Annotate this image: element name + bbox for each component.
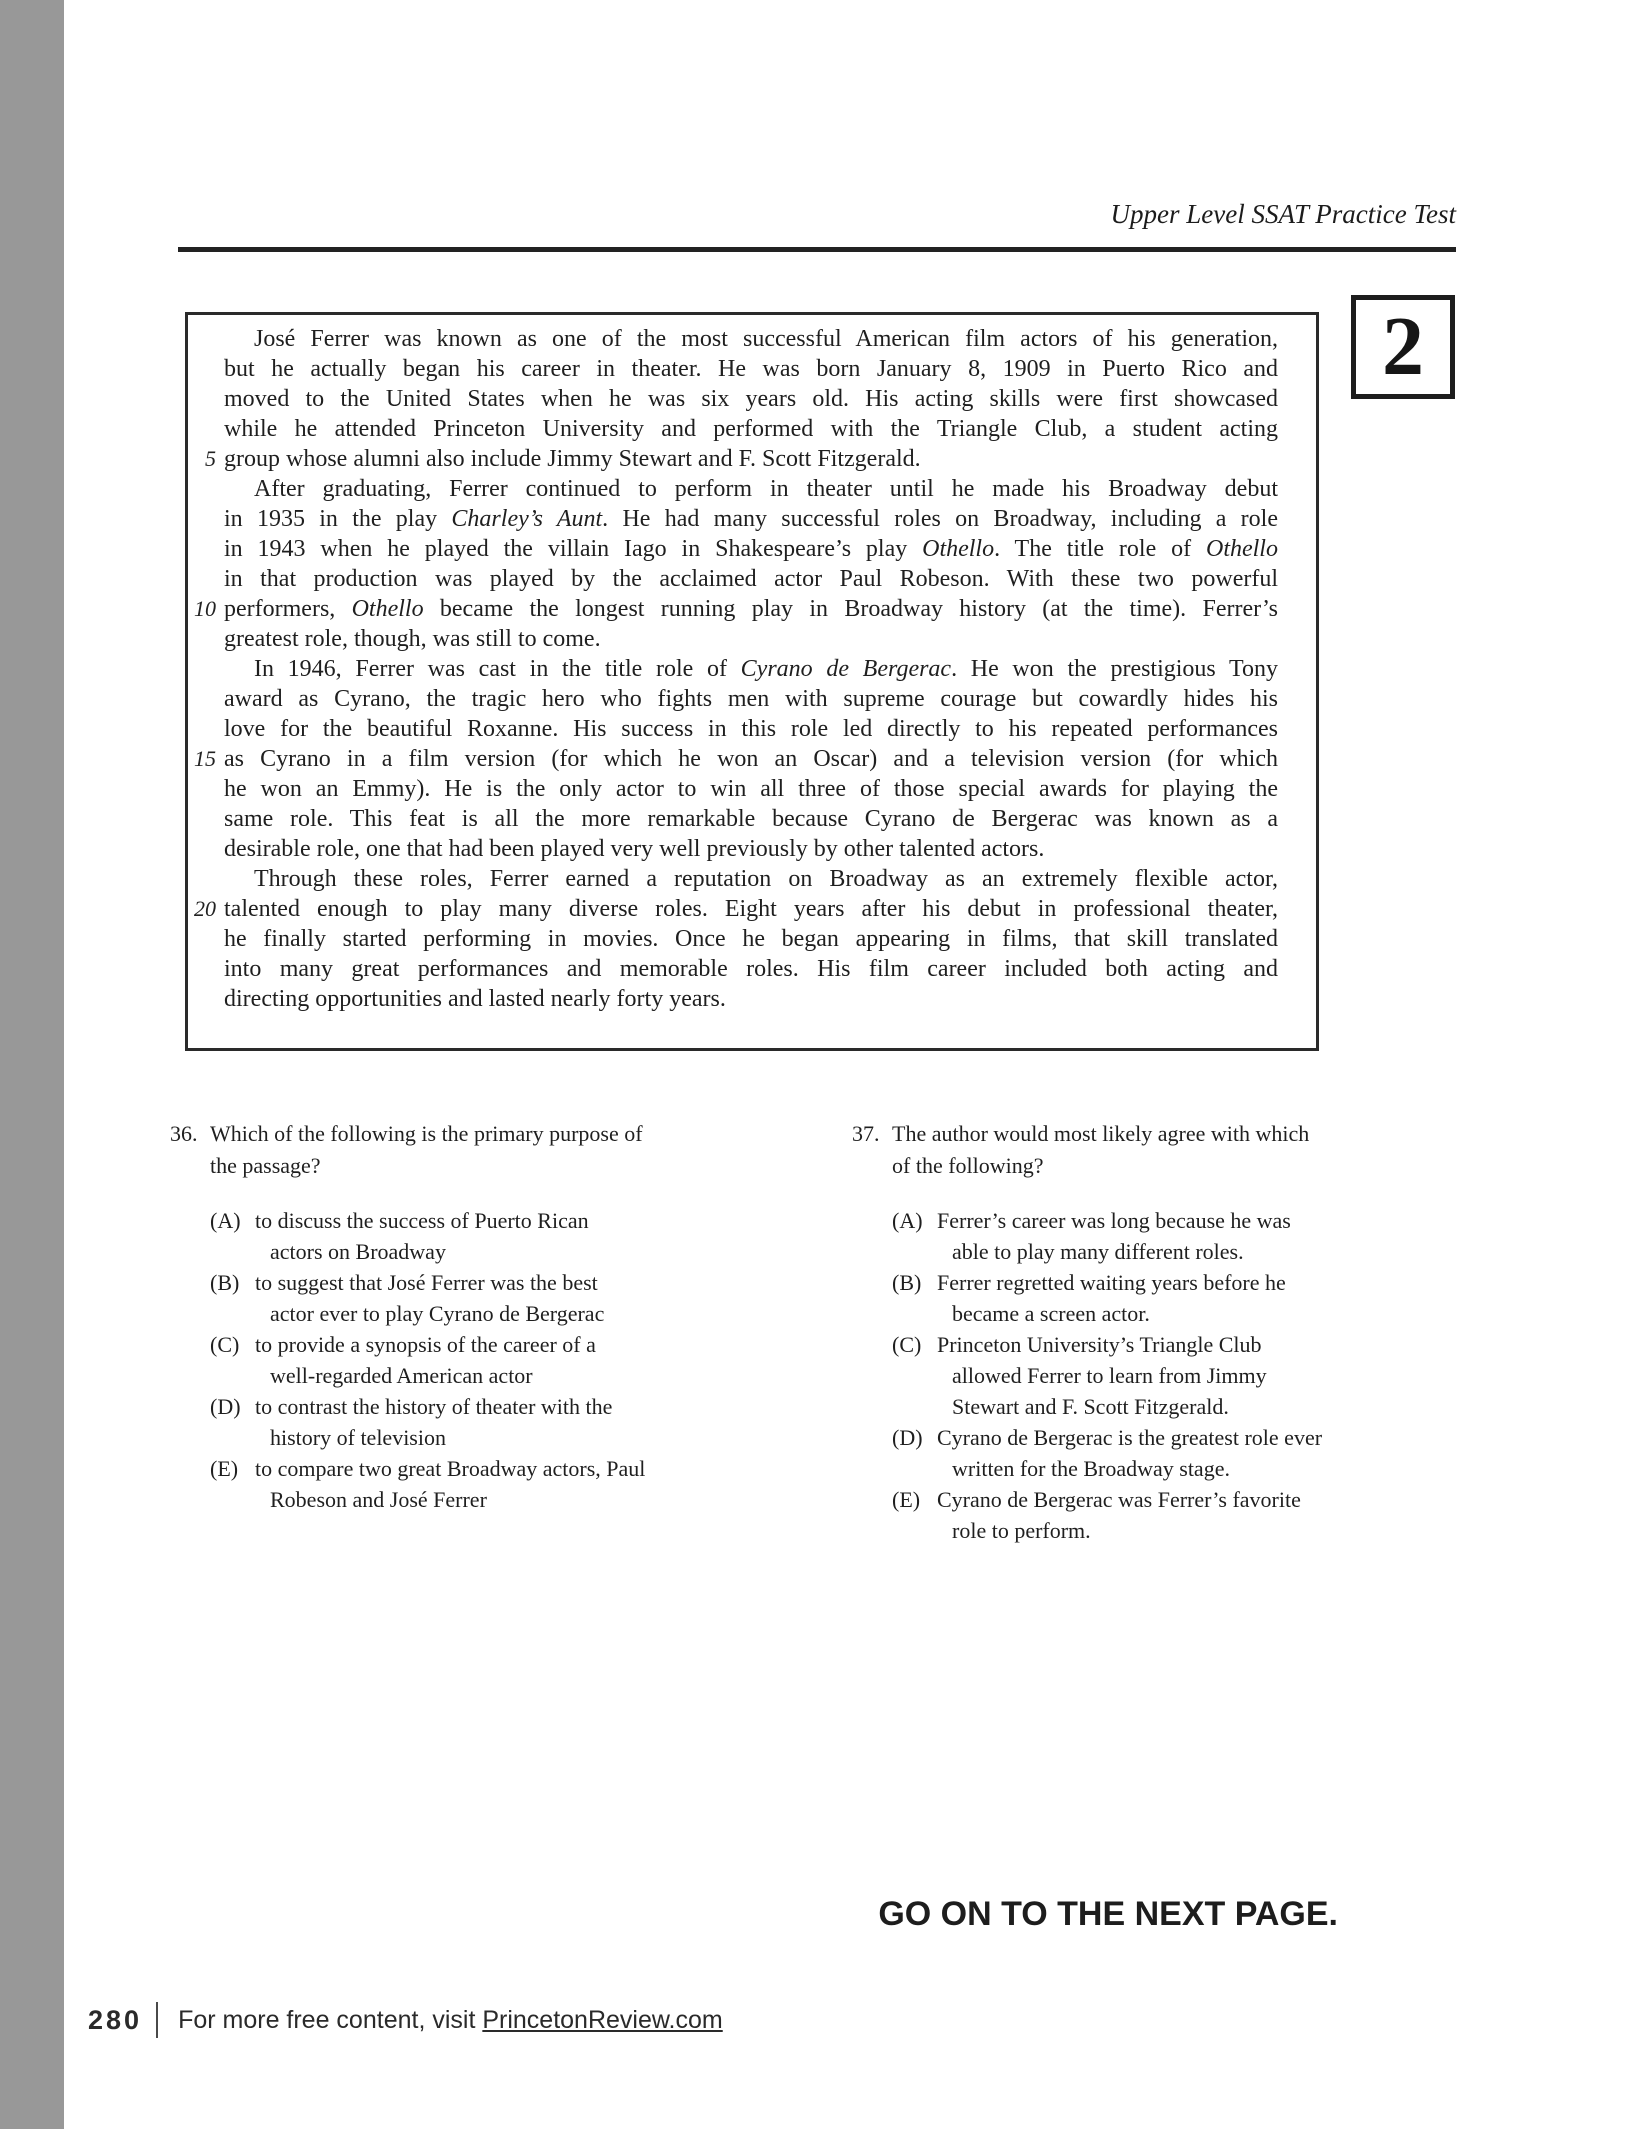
passage-line-text: as Cyrano in a film version (for which he won an Oscar) and a television version (for which	[224, 746, 1278, 772]
passage-line-number	[188, 834, 216, 864]
passage-line-text: In 1946, Ferrer was cast in the title role of Cyrano de Bergerac. He won the prestigious Tony	[254, 656, 1279, 682]
passage-line	[188, 864, 1316, 894]
passage-line-number	[188, 384, 216, 414]
passage-line	[188, 954, 1316, 984]
option-letter: (B)	[210, 1270, 240, 1295]
passage-line-text: award as Cyrano, the tragic hero who fights men with supreme courage but cowardly hides his	[224, 686, 1278, 712]
passage-line	[188, 474, 1316, 504]
section-number: 2	[1382, 300, 1424, 393]
option-letter: (E)	[892, 1487, 921, 1512]
passage-line-text: Through these roles, Ferrer earned a reputation on Broadway as an extremely flexible actor,	[254, 866, 1278, 892]
passage-line	[188, 834, 1316, 864]
page-number: 280	[88, 2004, 143, 2035]
passage-line	[188, 804, 1316, 834]
passage-line	[188, 744, 1316, 774]
option-letter: (C)	[892, 1332, 922, 1357]
question-37	[852, 1118, 1472, 1546]
passage-line-number	[188, 984, 216, 1014]
passage-line	[188, 924, 1316, 954]
passage-line-number: 20	[194, 896, 216, 921]
questions	[0, 1118, 1640, 1618]
passage-line	[188, 774, 1316, 804]
passage-line-text: group whose alumni also include Jimmy Stewart and F. Scott Fitzgerald.	[224, 446, 921, 472]
passage-line-text: love for the beautiful Roxanne. His success in this role led directly to his repeated performances	[224, 716, 1278, 742]
question-36	[170, 1118, 790, 1515]
option-row	[210, 1329, 790, 1391]
question-text: Which of the following is the primary purpose of the passage?	[210, 1121, 643, 1178]
header-rule	[178, 247, 1456, 252]
passage-line	[188, 714, 1316, 744]
question-head	[852, 1118, 1472, 1182]
passage-line-number	[188, 354, 216, 384]
passage-line-text: directing opportunities and lasted nearly forty years.	[224, 986, 726, 1012]
passage-line	[188, 444, 1316, 474]
option-text: Cyrano de Bergerac is the greatest role ever written for the Broadway stage.	[937, 1425, 1323, 1481]
passage-line-text: José Ferrer was known as one of the most successful American film actors of his generation,	[254, 326, 1278, 352]
passage-line-number: 10	[194, 596, 216, 621]
option-letter: (B)	[892, 1270, 922, 1295]
page-footer	[88, 2002, 723, 2038]
passage-line	[188, 624, 1316, 654]
option-row	[210, 1205, 790, 1267]
passage-line-number	[188, 474, 216, 504]
passage-line-text: talented enough to play many diverse roles. Eight years after his debut in professional theater,	[224, 896, 1278, 922]
option-row	[210, 1391, 790, 1453]
option-letter: (D)	[892, 1425, 923, 1450]
passage-line-text: while he attended Princeton University and performed with the Triangle Club, a student acting	[224, 416, 1278, 442]
passage-line	[188, 594, 1316, 624]
option-row	[892, 1267, 1472, 1329]
passage-line	[188, 384, 1316, 414]
footer-divider	[156, 2002, 158, 2038]
question-number: 36.	[170, 1121, 198, 1146]
header-title: Upper Level SSAT Practice Test	[1110, 199, 1456, 229]
options-list	[210, 1205, 790, 1515]
passage-line	[188, 894, 1316, 924]
option-text: to compare two great Broadway actors, Paul Robeson and José Ferrer	[255, 1456, 646, 1512]
option-letter: (C)	[210, 1332, 240, 1357]
passage-line-text: but he actually began his career in theater. He was born January 8, 1909 in Puerto Rico and	[224, 356, 1278, 382]
passage-line	[188, 324, 1316, 354]
passage-line-number	[188, 804, 216, 834]
option-row	[892, 1205, 1472, 1267]
passage-line-number	[188, 684, 216, 714]
footer-link[interactable]: PrincetonReview.com	[482, 2005, 723, 2034]
left-margin-bar	[0, 0, 64, 2129]
option-text: to suggest that José Ferrer was the best actor ever to play Cyrano de Bergerac	[255, 1270, 605, 1326]
passage-line-text: After graduating, Ferrer continued to perform in theater until he made his Broadway debut	[254, 476, 1278, 502]
option-row	[892, 1329, 1472, 1422]
passage-line-number	[188, 324, 216, 354]
passage-line-text: performers, Othello became the longest running play in Broadway history (at the time). Ferrer’s	[224, 596, 1279, 622]
passage-line-number	[188, 714, 216, 744]
passage-line-text: in 1943 when he played the villain Iago in Shakespeare’s play Othello. The title role of Othello	[224, 536, 1278, 562]
option-text: Ferrer’s career was long because he was able to play many different roles.	[937, 1208, 1291, 1264]
passage-line	[188, 504, 1316, 534]
passage-line	[188, 564, 1316, 594]
passage-line	[188, 414, 1316, 444]
passage-line-text: he finally started performing in movies. Once he began appearing in films, that skill translated	[224, 926, 1278, 952]
passage-line-text: desirable role, one that had been played very well previously by other talented actors.	[224, 836, 1045, 862]
passage-line-text: he won an Emmy). He is the only actor to win all three of those special awards for playing the	[224, 776, 1278, 802]
passage-line-number	[188, 564, 216, 594]
go-on-instruction: GO ON TO THE NEXT PAGE.	[878, 1895, 1338, 1933]
passage-lines	[188, 324, 1316, 1014]
option-row	[210, 1267, 790, 1329]
passage-line-number	[188, 864, 216, 894]
option-letter: (D)	[210, 1394, 241, 1419]
passage-line-number	[188, 954, 216, 984]
option-text: Cyrano de Bergerac was Ferrer’s favorite role to perform.	[937, 1487, 1301, 1543]
option-text: to contrast the history of theater with the history of television	[255, 1394, 613, 1450]
passage-line-text: in 1935 in the play Charley’s Aunt. He had many successful roles on Broadway, including a role	[224, 506, 1278, 532]
passage-line-text: same role. This feat is all the more remarkable because Cyrano de Bergerac was known as a	[224, 806, 1278, 832]
passage-line-number: 15	[194, 746, 216, 771]
passage-line	[188, 534, 1316, 564]
passage-line-text: in that production was played by the acclaimed actor Paul Robeson. With these two powerful	[224, 566, 1278, 592]
passage-line-text: moved to the United States when he was six years old. His acting skills were first showcased	[224, 386, 1278, 412]
option-letter: (A)	[210, 1208, 241, 1233]
passage-line-text: into many great performances and memorable roles. His film career included both acting and	[224, 956, 1278, 982]
passage-line-number	[188, 414, 216, 444]
option-row	[210, 1453, 790, 1515]
question-text: The author would most likely agree with which of the following?	[892, 1121, 1310, 1178]
passage-line-number	[188, 624, 216, 654]
section-number-badge	[1351, 295, 1455, 399]
option-text: to discuss the success of Puerto Rican actors on Broadway	[255, 1208, 589, 1264]
option-text: to provide a synopsis of the career of a well-regarded American actor	[255, 1332, 596, 1388]
passage-line-number	[188, 774, 216, 804]
option-row	[892, 1422, 1472, 1484]
passage-line	[188, 984, 1316, 1014]
question-number: 37.	[852, 1121, 880, 1146]
question-head	[170, 1118, 790, 1182]
passage-line-number	[188, 534, 216, 564]
passage-line-number	[188, 504, 216, 534]
option-row	[892, 1484, 1472, 1546]
passage-line	[188, 684, 1316, 714]
passage-line	[188, 654, 1316, 684]
passage-line-number	[188, 924, 216, 954]
passage-box	[185, 312, 1319, 1051]
passage-line	[188, 354, 1316, 384]
option-letter: (E)	[210, 1456, 239, 1481]
footer-text-label: For more free content, visit	[178, 2005, 483, 2034]
footer-text	[178, 2006, 723, 2035]
options-list	[892, 1205, 1472, 1546]
passage-line-number: 5	[205, 446, 216, 471]
passage-line-text: greatest role, though, was still to come.	[224, 626, 601, 652]
passage-line-number	[188, 654, 216, 684]
option-text: Ferrer regretted waiting years before he became a screen actor.	[937, 1270, 1286, 1326]
option-letter: (A)	[892, 1208, 923, 1233]
option-text: Princeton University’s Triangle Club allowed Ferrer to learn from Jimmy Stewart and F. Scott Fitzgerald.	[937, 1332, 1267, 1419]
